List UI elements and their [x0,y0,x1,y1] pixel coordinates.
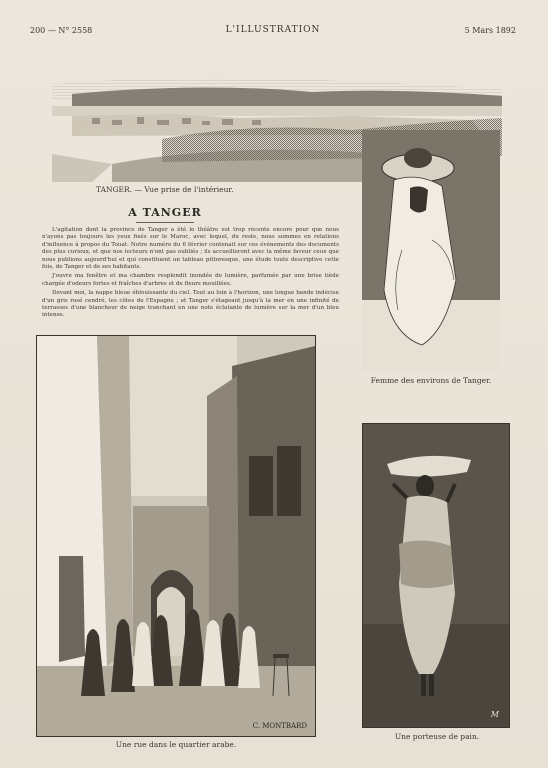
article-paragraph: L'agitation dont la province de Tanger a été le théâtre est trop récente encore pour que nous n'ayons pas toujours les yeux fixés sur le Maroc, avec lequel, du reste, nous sommes en relations d'influence à propos du Touat. Notre numéro du 6 février contenait sur ces événements des documents des plus curieux, et que nos lecteurs n'ont pas oubliés ; ils accueilleront avec la même faveur ceux que nous publions aujourd'hui et qui constituent un tableau pittoresque, une étude toute descriptive cette fois, de Tanger et de ses habitants. [42,227,339,271]
street-caption: Une rue dans le quartier arabe. [115,740,237,749]
porter-caption: Une porteuse de pain. [394,732,480,741]
journal-title: L'ILLUSTRATION [225,25,321,35]
bread-carrier-illustration [362,423,510,728]
panorama-caption: TANGER. — Vue prise de l'intérieur. [96,185,234,194]
issue-date: 5 Mars 1892 [464,26,516,35]
artist-monogram: M [490,710,499,719]
page-number: 200 — N° 2558 [30,26,93,35]
woman-illustration [362,130,500,370]
article-title: A TANGER [128,206,202,219]
article-body [42,227,339,322]
artist-signature: C. MONTBARD [252,722,307,730]
arab-street-illustration [36,335,316,737]
page-header [30,26,516,40]
article-paragraph: Devant moi, la nappe bleue éblouissante du ciel. Tout au loin à l'horizon, une longue bande indécise d'un gris rosé cendré, les côtes de l'Espagne ; et Tanger s'étageant jusqu'à la mer en une infinité de terrasses d'une blancheur de neige tranchant en une note éclatante de lumière sur la mer d'un bleu intense. [42,290,339,319]
woman-caption: Femme des environs de Tanger. [370,376,492,385]
article-paragraph: J'ouvre ma fenêtre et ma chambre resplendit inondée de lumière, parfumée par une brise tiède chargée d'odeurs fortes et fraîches d'arbres et de fleurs mouillées. [42,273,339,287]
title-rule [136,222,194,223]
